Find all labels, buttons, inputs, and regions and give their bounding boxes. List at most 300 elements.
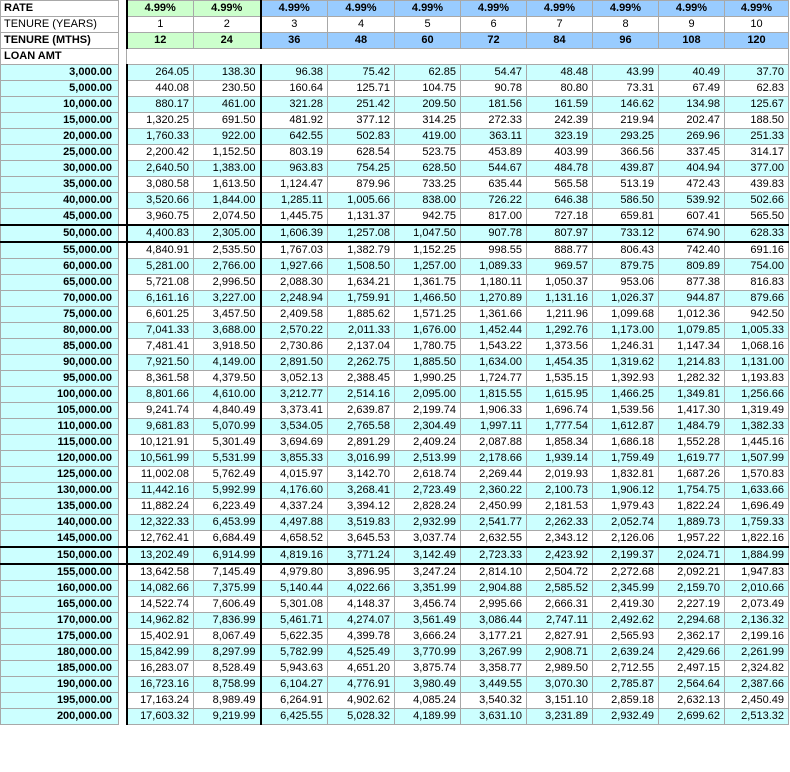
monthly-installment-cell: 742.40 xyxy=(659,242,725,259)
table-row xyxy=(1,581,789,597)
monthly-installment-cell: 242.39 xyxy=(527,113,593,129)
monthly-installment-cell: 1,754.75 xyxy=(659,483,725,499)
monthly-installment-cell: 1,884.99 xyxy=(725,547,789,564)
monthly-installment-cell: 1,152.25 xyxy=(395,242,461,259)
monthly-installment-cell: 1,686.18 xyxy=(593,435,659,451)
monthly-installment-cell: 1,050.37 xyxy=(527,275,593,291)
gap-cell xyxy=(119,145,127,161)
monthly-installment-cell: 1,147.34 xyxy=(659,339,725,355)
monthly-installment-cell: 2,497.15 xyxy=(659,661,725,677)
monthly-installment-cell: 2,262.33 xyxy=(527,515,593,531)
rate-header-cell: 4.99% xyxy=(593,1,659,17)
monthly-installment-cell: 4,651.20 xyxy=(328,661,395,677)
monthly-installment-cell: 3,247.24 xyxy=(395,564,461,581)
monthly-installment-cell: 1,570.83 xyxy=(725,467,789,483)
monthly-installment-cell: 2,640.50 xyxy=(127,161,194,177)
tenure-months-row xyxy=(1,33,789,49)
monthly-installment-cell: 3,960.75 xyxy=(127,209,194,226)
loan-amount-cell: 45,000.00 xyxy=(1,209,119,226)
monthly-installment-cell: 5,762.49 xyxy=(194,467,261,483)
monthly-installment-cell: 5,943.63 xyxy=(261,661,328,677)
rate-label: RATE xyxy=(1,1,119,17)
monthly-installment-cell: 4,274.07 xyxy=(328,613,395,629)
monthly-installment-cell: 15,402.91 xyxy=(127,629,194,645)
monthly-installment-cell: 4,189.99 xyxy=(395,709,461,725)
monthly-installment-cell: 3,561.49 xyxy=(395,613,461,629)
rate-header-cell: 4.99% xyxy=(395,1,461,17)
monthly-installment-cell: 2,095.00 xyxy=(395,387,461,403)
monthly-installment-cell: 251.33 xyxy=(725,129,789,145)
table-row xyxy=(1,242,789,259)
year-header-cell: 8 xyxy=(593,17,659,33)
monthly-installment-cell: 1,760.33 xyxy=(127,129,194,145)
monthly-installment-cell: 2,137.04 xyxy=(328,339,395,355)
loan-amount-cell: 145,000.00 xyxy=(1,531,119,548)
monthly-installment-cell: 3,212.77 xyxy=(261,387,328,403)
loan-amount-cell: 180,000.00 xyxy=(1,645,119,661)
monthly-installment-cell: 1,687.26 xyxy=(659,467,725,483)
gap-cell xyxy=(119,467,127,483)
monthly-installment-cell: 4,149.00 xyxy=(194,355,261,371)
table-row xyxy=(1,97,789,113)
monthly-installment-cell: 2,387.66 xyxy=(725,677,789,693)
monthly-installment-cell: 16,283.07 xyxy=(127,661,194,677)
monthly-installment-cell: 11,442.16 xyxy=(127,483,194,499)
monthly-installment-cell: 2,423.92 xyxy=(527,547,593,564)
table-row xyxy=(1,371,789,387)
monthly-installment-cell: 2,199.16 xyxy=(725,629,789,645)
monthly-installment-cell: 2,565.93 xyxy=(593,629,659,645)
loan-amount-cell: 200,000.00 xyxy=(1,709,119,725)
loan-amount-cell: 150,000.00 xyxy=(1,547,119,564)
table-row xyxy=(1,259,789,275)
gap-cell xyxy=(119,177,127,193)
monthly-installment-cell: 2,011.33 xyxy=(328,323,395,339)
monthly-installment-cell: 4,015.97 xyxy=(261,467,328,483)
monthly-installment-cell: 8,989.49 xyxy=(194,693,261,709)
monthly-installment-cell: 2,024.71 xyxy=(659,547,725,564)
gap-cell xyxy=(119,355,127,371)
monthly-installment-cell: 1,780.75 xyxy=(395,339,461,355)
monthly-installment-cell: 2,304.49 xyxy=(395,419,461,435)
rate-header-cell: 4.99% xyxy=(659,1,725,17)
monthly-installment-cell: 3,534.05 xyxy=(261,419,328,435)
monthly-installment-cell: 1,552.28 xyxy=(659,435,725,451)
tenure-years-label: TENURE (YEARS) xyxy=(1,17,119,33)
monthly-installment-cell: 1,454.35 xyxy=(527,355,593,371)
monthly-installment-cell: 6,601.25 xyxy=(127,307,194,323)
monthly-installment-cell: 3,394.12 xyxy=(328,499,395,515)
monthly-installment-cell: 1,484.79 xyxy=(659,419,725,435)
monthly-installment-cell: 337.45 xyxy=(659,145,725,161)
monthly-installment-cell: 2,492.62 xyxy=(593,613,659,629)
monthly-installment-cell: 998.55 xyxy=(461,242,527,259)
month-header-cell: 48 xyxy=(328,33,395,49)
monthly-installment-cell: 1,383.00 xyxy=(194,161,261,177)
monthly-installment-cell: 1,361.66 xyxy=(461,307,527,323)
monthly-installment-cell: 3,694.69 xyxy=(261,435,328,451)
monthly-installment-cell: 2,904.88 xyxy=(461,581,527,597)
table-row xyxy=(1,499,789,515)
monthly-installment-cell: 1,214.83 xyxy=(659,355,725,371)
monthly-installment-cell: 4,525.49 xyxy=(328,645,395,661)
monthly-installment-cell: 806.43 xyxy=(593,242,659,259)
gap-cell xyxy=(119,291,127,307)
year-header-cell: 9 xyxy=(659,17,725,33)
loan-amount-cell: 70,000.00 xyxy=(1,291,119,307)
monthly-installment-cell: 1,089.33 xyxy=(461,259,527,275)
monthly-installment-cell: 4,400.83 xyxy=(127,225,194,242)
monthly-installment-cell: 8,758.99 xyxy=(194,677,261,693)
monthly-installment-cell: 1,180.11 xyxy=(461,275,527,291)
monthly-installment-cell: 2,618.74 xyxy=(395,467,461,483)
gap-cell xyxy=(119,677,127,693)
monthly-installment-cell: 363.11 xyxy=(461,129,527,145)
monthly-installment-cell: 2,305.00 xyxy=(194,225,261,242)
monthly-installment-cell: 9,241.74 xyxy=(127,403,194,419)
gap-cell xyxy=(119,483,127,499)
monthly-installment-cell: 2,723.33 xyxy=(461,547,527,564)
monthly-installment-cell: 2,450.49 xyxy=(725,693,789,709)
monthly-installment-cell: 2,126.06 xyxy=(593,531,659,548)
monthly-installment-cell: 3,086.44 xyxy=(461,613,527,629)
monthly-installment-cell: 2,019.93 xyxy=(527,467,593,483)
monthly-installment-cell: 2,859.18 xyxy=(593,693,659,709)
monthly-installment-cell: 321.28 xyxy=(261,97,328,113)
monthly-installment-cell: 2,248.94 xyxy=(261,291,328,307)
monthly-installment-cell: 404.94 xyxy=(659,161,725,177)
monthly-installment-cell: 2,073.49 xyxy=(725,597,789,613)
gap-cell xyxy=(119,515,127,531)
monthly-installment-cell: 125.67 xyxy=(725,97,789,113)
monthly-installment-cell: 3,896.95 xyxy=(328,564,395,581)
monthly-installment-cell: 1,947.83 xyxy=(725,564,789,581)
monthly-installment-cell: 3,037.74 xyxy=(395,531,461,548)
monthly-installment-cell: 3,268.41 xyxy=(328,483,395,499)
monthly-installment-cell: 6,425.55 xyxy=(261,709,328,725)
monthly-installment-cell: 15,842.99 xyxy=(127,645,194,661)
monthly-installment-cell: 1,257.00 xyxy=(395,259,461,275)
monthly-installment-cell: 90.78 xyxy=(461,81,527,97)
monthly-installment-cell: 1,889.73 xyxy=(659,515,725,531)
monthly-installment-cell: 1,285.11 xyxy=(261,193,328,209)
monthly-installment-cell: 942.75 xyxy=(395,209,461,226)
tenure-months-label: TENURE (MTHS) xyxy=(1,33,119,49)
monthly-installment-cell: 513.19 xyxy=(593,177,659,193)
gap-cell xyxy=(119,451,127,467)
monthly-installment-cell: 1,382.79 xyxy=(328,242,395,259)
monthly-installment-cell: 14,962.82 xyxy=(127,613,194,629)
monthly-installment-cell: 628.33 xyxy=(725,225,789,242)
monthly-installment-cell: 7,606.49 xyxy=(194,597,261,613)
gap-cell xyxy=(119,339,127,355)
monthly-installment-cell: 314.17 xyxy=(725,145,789,161)
monthly-installment-cell: 12,762.41 xyxy=(127,531,194,548)
monthly-installment-cell: 366.56 xyxy=(593,145,659,161)
table-row xyxy=(1,403,789,419)
loan-amount-cell: 105,000.00 xyxy=(1,403,119,419)
monthly-installment-cell: 6,104.27 xyxy=(261,677,328,693)
gap-cell xyxy=(119,161,127,177)
monthly-installment-cell: 5,531.99 xyxy=(194,451,261,467)
monthly-installment-cell: 481.92 xyxy=(261,113,328,129)
rate-row xyxy=(1,1,789,17)
monthly-installment-cell: 138.30 xyxy=(194,65,261,81)
monthly-installment-cell: 1,832.81 xyxy=(593,467,659,483)
monthly-installment-cell: 7,375.99 xyxy=(194,581,261,597)
month-header-cell: 24 xyxy=(194,33,261,49)
month-header-cell: 72 xyxy=(461,33,527,49)
monthly-installment-cell: 2,513.99 xyxy=(395,451,461,467)
monthly-installment-cell: 14,082.66 xyxy=(127,581,194,597)
monthly-installment-cell: 3,449.55 xyxy=(461,677,527,693)
monthly-installment-cell: 1,256.66 xyxy=(725,387,789,403)
monthly-installment-cell: 3,980.49 xyxy=(395,677,461,693)
monthly-installment-cell: 3,142.70 xyxy=(328,467,395,483)
monthly-installment-cell: 1,906.33 xyxy=(461,403,527,419)
table-row xyxy=(1,515,789,531)
monthly-installment-cell: 1,445.75 xyxy=(261,209,328,226)
monthly-installment-cell: 1,777.54 xyxy=(527,419,593,435)
monthly-installment-cell: 2,087.88 xyxy=(461,435,527,451)
monthly-installment-cell: 4,176.60 xyxy=(261,483,328,499)
monthly-installment-cell: 1,319.62 xyxy=(593,355,659,371)
monthly-installment-cell: 2,666.31 xyxy=(527,597,593,613)
month-header-cell: 108 xyxy=(659,33,725,49)
gap-cell xyxy=(119,419,127,435)
monthly-installment-cell: 461.00 xyxy=(194,97,261,113)
table-row xyxy=(1,113,789,129)
gap-cell xyxy=(119,531,127,548)
monthly-installment-cell: 3,456.74 xyxy=(395,597,461,613)
monthly-installment-cell: 809.89 xyxy=(659,259,725,275)
monthly-installment-cell: 1,005.66 xyxy=(328,193,395,209)
monthly-installment-cell: 565.58 xyxy=(527,177,593,193)
monthly-installment-cell: 1,282.32 xyxy=(659,371,725,387)
monthly-installment-cell: 1,445.16 xyxy=(725,435,789,451)
monthly-installment-cell: 3,177.21 xyxy=(461,629,527,645)
monthly-installment-cell: 2,178.66 xyxy=(461,451,527,467)
monthly-installment-cell: 1,211.96 xyxy=(527,307,593,323)
gap-cell xyxy=(119,113,127,129)
monthly-installment-cell: 2,639.87 xyxy=(328,403,395,419)
loan-amount-cell: 165,000.00 xyxy=(1,597,119,613)
monthly-installment-cell: 3,666.24 xyxy=(395,629,461,645)
monthly-installment-cell: 14,522.74 xyxy=(127,597,194,613)
monthly-installment-cell: 1,759.91 xyxy=(328,291,395,307)
monthly-installment-cell: 3,688.00 xyxy=(194,323,261,339)
monthly-installment-cell: 1,927.66 xyxy=(261,259,328,275)
year-header-cell: 2 xyxy=(194,17,261,33)
table-row xyxy=(1,629,789,645)
monthly-installment-cell: 646.38 xyxy=(527,193,593,209)
monthly-installment-cell: 803.19 xyxy=(261,145,328,161)
monthly-installment-cell: 4,979.80 xyxy=(261,564,328,581)
monthly-installment-cell: 4,337.24 xyxy=(261,499,328,515)
monthly-installment-cell: 1,885.62 xyxy=(328,307,395,323)
table-row xyxy=(1,645,789,661)
loan-amount-cell: 185,000.00 xyxy=(1,661,119,677)
table-row xyxy=(1,597,789,613)
monthly-installment-cell: 1,759.33 xyxy=(725,515,789,531)
monthly-installment-cell: 4,658.52 xyxy=(261,531,328,548)
monthly-installment-cell: 1,047.50 xyxy=(395,225,461,242)
monthly-installment-cell: 4,776.91 xyxy=(328,677,395,693)
monthly-installment-cell: 2,409.58 xyxy=(261,307,328,323)
monthly-installment-cell: 80.80 xyxy=(527,81,593,97)
monthly-installment-cell: 1,615.95 xyxy=(527,387,593,403)
monthly-installment-cell: 942.50 xyxy=(725,307,789,323)
monthly-installment-cell: 1,979.43 xyxy=(593,499,659,515)
loan-amount-cell: 65,000.00 xyxy=(1,275,119,291)
month-header-cell: 60 xyxy=(395,33,461,49)
monthly-installment-cell: 1,822.24 xyxy=(659,499,725,515)
monthly-installment-cell: 2,388.45 xyxy=(328,371,395,387)
monthly-installment-cell: 264.05 xyxy=(127,65,194,81)
monthly-installment-cell: 2,730.86 xyxy=(261,339,328,355)
table-row xyxy=(1,275,789,291)
monthly-installment-cell: 269.96 xyxy=(659,129,725,145)
monthly-installment-cell: 2,712.55 xyxy=(593,661,659,677)
monthly-installment-cell: 3,231.89 xyxy=(527,709,593,725)
monthly-installment-cell: 9,681.83 xyxy=(127,419,194,435)
gap-cell xyxy=(119,97,127,113)
rate-header-cell: 4.99% xyxy=(328,1,395,17)
year-header-cell: 6 xyxy=(461,17,527,33)
monthly-installment-cell: 2,785.87 xyxy=(593,677,659,693)
table-row xyxy=(1,339,789,355)
monthly-installment-cell: 377.00 xyxy=(725,161,789,177)
loan-amount-cell: 195,000.00 xyxy=(1,693,119,709)
loan-amount-cell: 20,000.00 xyxy=(1,129,119,145)
monthly-installment-cell: 1,012.36 xyxy=(659,307,725,323)
monthly-installment-cell: 1,613.50 xyxy=(194,177,261,193)
gap-cell xyxy=(119,403,127,419)
loan-amount-cell: 30,000.00 xyxy=(1,161,119,177)
monthly-installment-cell: 3,227.00 xyxy=(194,291,261,307)
monthly-installment-cell: 628.54 xyxy=(328,145,395,161)
loan-amount-cell: 50,000.00 xyxy=(1,225,119,242)
monthly-installment-cell: 62.83 xyxy=(725,81,789,97)
monthly-installment-cell: 1,361.75 xyxy=(395,275,461,291)
loan-amount-cell: 155,000.00 xyxy=(1,564,119,581)
gap-cell xyxy=(119,387,127,403)
monthly-installment-cell: 3,080.58 xyxy=(127,177,194,193)
monthly-installment-cell: 2,294.68 xyxy=(659,613,725,629)
monthly-installment-cell: 1,571.25 xyxy=(395,307,461,323)
table-row xyxy=(1,177,789,193)
monthly-installment-cell: 1,131.37 xyxy=(328,209,395,226)
monthly-installment-cell: 659.81 xyxy=(593,209,659,226)
monthly-installment-cell: 2,199.74 xyxy=(395,403,461,419)
monthly-installment-cell: 1,957.22 xyxy=(659,531,725,548)
monthly-installment-cell: 2,324.82 xyxy=(725,661,789,677)
monthly-installment-cell: 1,124.47 xyxy=(261,177,328,193)
loan-amount-cell: 160,000.00 xyxy=(1,581,119,597)
monthly-installment-cell: 879.96 xyxy=(328,177,395,193)
table-row xyxy=(1,145,789,161)
monthly-installment-cell: 816.83 xyxy=(725,275,789,291)
gap-cell xyxy=(119,597,127,613)
monthly-installment-cell: 1,270.89 xyxy=(461,291,527,307)
rate-header-cell: 4.99% xyxy=(527,1,593,17)
monthly-installment-cell: 907.78 xyxy=(461,225,527,242)
gap-cell xyxy=(119,371,127,387)
monthly-installment-cell: 2,199.37 xyxy=(593,547,659,564)
loan-amount-cell: 15,000.00 xyxy=(1,113,119,129)
monthly-installment-cell: 6,223.49 xyxy=(194,499,261,515)
monthly-installment-cell: 104.75 xyxy=(395,81,461,97)
monthly-installment-cell: 4,902.62 xyxy=(328,693,395,709)
monthly-installment-cell: 1,539.56 xyxy=(593,403,659,419)
monthly-installment-cell: 2,585.52 xyxy=(527,581,593,597)
monthly-installment-cell: 674.90 xyxy=(659,225,725,242)
loan-amount-cell: 100,000.00 xyxy=(1,387,119,403)
gap-cell xyxy=(119,323,127,339)
monthly-installment-cell: 2,765.58 xyxy=(328,419,395,435)
monthly-installment-cell: 1,696.74 xyxy=(527,403,593,419)
monthly-installment-cell: 11,002.08 xyxy=(127,467,194,483)
monthly-installment-cell: 502.83 xyxy=(328,129,395,145)
monthly-installment-cell: 2,891.50 xyxy=(261,355,328,371)
monthly-installment-cell: 2,504.72 xyxy=(527,564,593,581)
gap-cell xyxy=(119,49,127,65)
monthly-installment-cell: 2,995.66 xyxy=(461,597,527,613)
monthly-installment-cell: 3,142.49 xyxy=(395,547,461,564)
monthly-installment-cell: 4,379.50 xyxy=(194,371,261,387)
loan-amount-cell: 175,000.00 xyxy=(1,629,119,645)
month-header-cell: 84 xyxy=(527,33,593,49)
monthly-installment-cell: 472.43 xyxy=(659,177,725,193)
monthly-installment-cell: 888.77 xyxy=(527,242,593,259)
monthly-installment-cell: 2,908.71 xyxy=(527,645,593,661)
table-row xyxy=(1,693,789,709)
monthly-installment-cell: 2,100.73 xyxy=(527,483,593,499)
monthly-installment-cell: 727.18 xyxy=(527,209,593,226)
table-row xyxy=(1,355,789,371)
monthly-installment-cell: 5,721.08 xyxy=(127,275,194,291)
monthly-installment-cell: 96.38 xyxy=(261,65,328,81)
month-header-cell: 36 xyxy=(261,33,328,49)
monthly-installment-cell: 2,514.16 xyxy=(328,387,395,403)
monthly-installment-cell: 1,844.00 xyxy=(194,193,261,209)
monthly-installment-cell: 188.50 xyxy=(725,113,789,129)
monthly-installment-cell: 2,989.50 xyxy=(527,661,593,677)
gap-cell xyxy=(119,645,127,661)
monthly-installment-cell: 6,914.99 xyxy=(194,547,261,564)
monthly-installment-cell: 48.48 xyxy=(527,65,593,81)
monthly-installment-cell: 8,801.66 xyxy=(127,387,194,403)
monthly-installment-cell: 607.41 xyxy=(659,209,725,226)
monthly-installment-cell: 1,319.49 xyxy=(725,403,789,419)
table-row xyxy=(1,564,789,581)
monthly-installment-cell: 1,452.44 xyxy=(461,323,527,339)
rate-header-cell: 4.99% xyxy=(725,1,789,17)
monthly-installment-cell: 2,699.62 xyxy=(659,709,725,725)
monthly-installment-cell: 877.38 xyxy=(659,275,725,291)
monthly-installment-cell: 1,612.87 xyxy=(593,419,659,435)
gap-cell xyxy=(119,564,127,581)
table-row xyxy=(1,451,789,467)
monthly-installment-cell: 3,457.50 xyxy=(194,307,261,323)
monthly-installment-cell: 5,028.32 xyxy=(328,709,395,725)
monthly-installment-cell: 10,561.99 xyxy=(127,451,194,467)
monthly-installment-cell: 3,358.77 xyxy=(461,661,527,677)
loan-amount-header-row xyxy=(1,49,789,65)
loan-amount-cell: 55,000.00 xyxy=(1,242,119,259)
monthly-installment-cell: 2,092.21 xyxy=(659,564,725,581)
loan-amount-cell: 85,000.00 xyxy=(1,339,119,355)
